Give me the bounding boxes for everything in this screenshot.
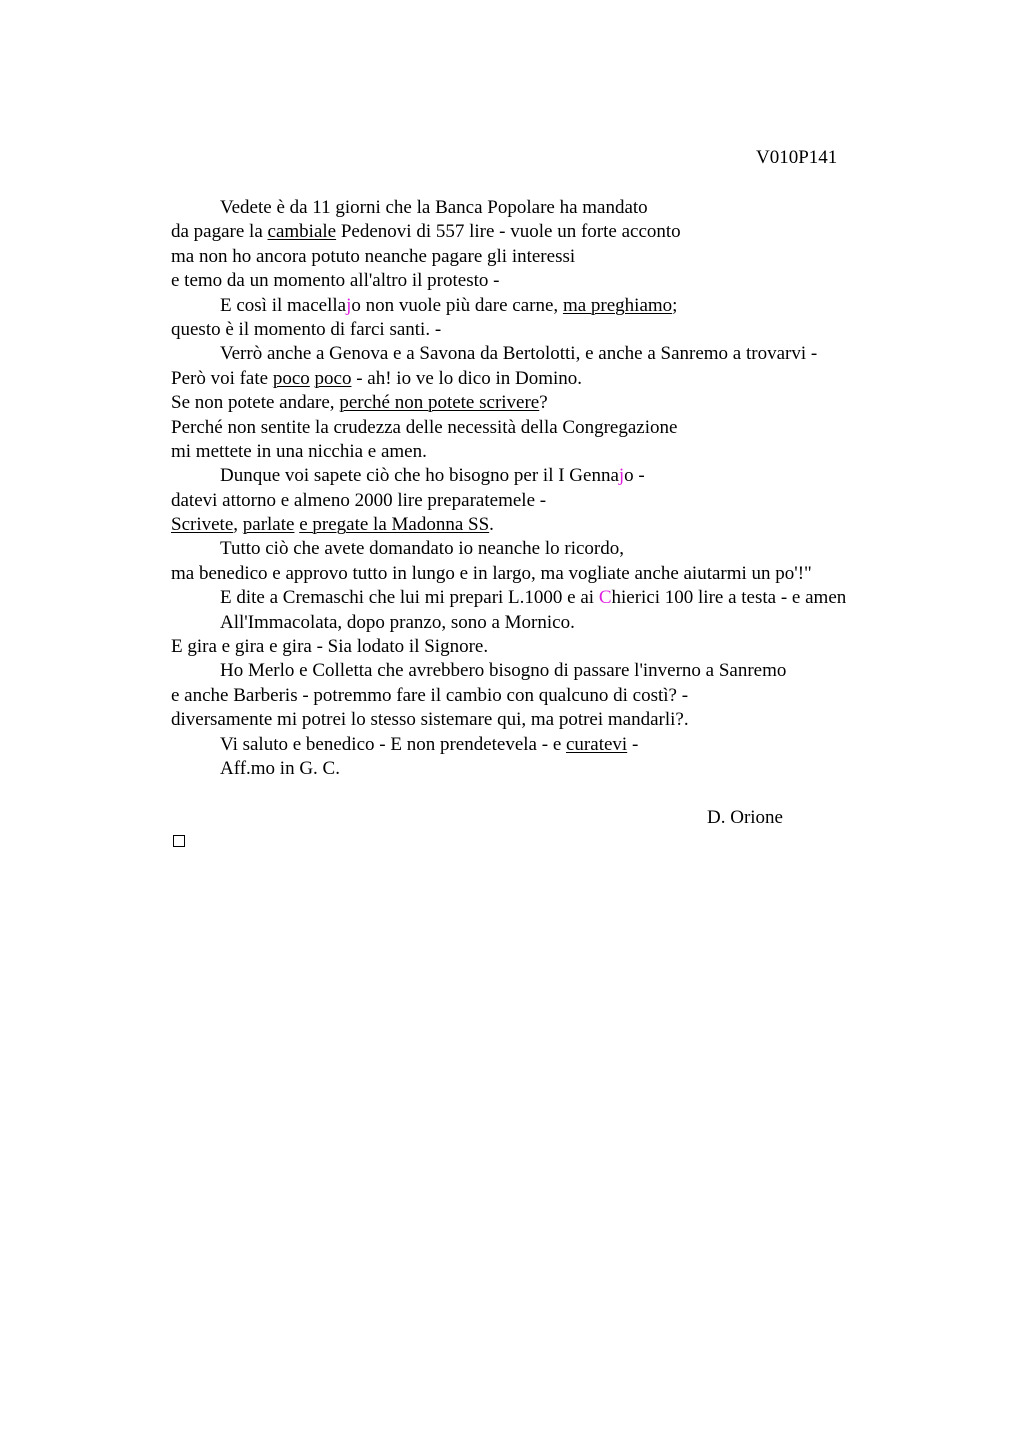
line-text: Vedete è da 11 giorni che la Banca Popolare ha mandato <box>220 197 648 218</box>
letter-line <box>171 269 971 293</box>
line-text: ma non ho ancora potuto neanche pagare gli interessi <box>171 245 576 267</box>
line-text: Vi saluto e benedico - E non prendetevela - e <box>220 733 566 755</box>
line-text: da pagare la <box>171 221 268 243</box>
letter-line <box>171 659 971 683</box>
letter-line <box>171 708 971 732</box>
line-text: Aff.mo in G. C. <box>220 757 340 779</box>
line-text: Però voi fate <box>171 367 273 389</box>
line-text: ma benedico e approvo tutto in lungo e in largo, ma vogliate anche aiutarmi un po'!" <box>171 562 812 584</box>
line-text: Ho Merlo e Colletta che avrebbero bisogno di passare l'inverno a Sanremo <box>220 660 787 682</box>
letter-line <box>171 464 971 488</box>
line-text: e anche Barberis - potremmo fare il cambio con qualcuno di costì? - <box>171 684 689 706</box>
letter-line <box>171 684 971 708</box>
square-outline-icon <box>173 835 185 847</box>
letter-line <box>171 220 971 244</box>
line-text: E così il macella <box>220 294 347 316</box>
letter-line <box>171 196 971 220</box>
line-text: diversamente mi potrei lo stesso sistemare qui, ma potrei mandarli?. <box>171 709 689 731</box>
page-identifier: V010P141 <box>756 147 838 168</box>
line-text: Verrò anche a Genova e a Savona da Bertolotti, e anche a Sanremo a trovarvi - <box>220 343 818 365</box>
letter-line <box>171 586 971 610</box>
line-text: , <box>233 514 243 536</box>
letter-line <box>171 757 971 781</box>
letter-line <box>171 513 971 537</box>
line-text: E dite a Cremaschi che lui mi prepari L.1000 e ai <box>220 587 599 609</box>
letter-line <box>171 562 971 586</box>
highlighted-letter: C <box>598 587 612 609</box>
line-text: . <box>489 514 494 536</box>
letter-body <box>171 196 971 781</box>
letter-line <box>171 294 971 318</box>
letter-line <box>171 440 971 464</box>
line-text: questo è il momento di farci santi. - <box>171 318 442 340</box>
letter-line <box>171 367 971 391</box>
line-text: o - <box>624 465 645 487</box>
line-text: E gira e gira e gira - Sia lodato il Signore. <box>171 636 489 658</box>
line-text: e temo da un momento all'altro il protesto - <box>171 270 500 292</box>
highlighted-letter: j <box>618 465 625 487</box>
line-text: o non vuole più dare carne, <box>351 294 563 316</box>
underlined-text: poco <box>314 367 352 389</box>
letter-line <box>171 391 971 415</box>
line-text: - <box>627 733 639 755</box>
letter-line <box>171 318 971 342</box>
underlined-text: e pregate la Madonna SS <box>299 514 490 536</box>
line-text: hierici 100 lire a testa - e amen <box>611 587 847 609</box>
letter-line <box>171 342 971 366</box>
letter-line <box>171 245 971 269</box>
letter-line <box>171 489 971 513</box>
underlined-text: parlate <box>242 514 295 536</box>
line-text: ; <box>672 294 678 316</box>
line-text: mi mettete in una nicchia e amen. <box>171 440 427 462</box>
underlined-text: perché non potete scrivere <box>339 392 540 414</box>
underlined-text: Scrivete <box>171 514 234 536</box>
underlined-text: cambiale <box>267 221 337 243</box>
underlined-text: curatevi <box>566 733 628 755</box>
letter-line <box>171 635 971 659</box>
letter-line <box>171 416 971 440</box>
line-text: Tutto ciò che avete domandato io neanche lo ricordo, <box>220 538 624 560</box>
line-text: Pedenovi di 557 lire - vuole un forte acconto <box>336 221 681 243</box>
line-text: Perché non sentite la crudezza delle necessità della Congregazione <box>171 416 678 438</box>
letter-line <box>171 611 971 635</box>
highlighted-letter: j <box>346 294 352 316</box>
line-text: Se non potete andare, <box>171 392 340 414</box>
letter-line <box>171 537 971 561</box>
line-text: ? <box>539 392 548 414</box>
line-text: - ah! io ve lo dico in Domino. <box>351 367 583 389</box>
line-text: Dunque voi sapete ciò che ho bisogno per il I Genna <box>220 465 619 487</box>
underlined-text: ma preghiamo <box>562 294 673 316</box>
underlined-text: poco <box>272 367 310 389</box>
line-text: All'Immacolata, dopo pranzo, sono a Mornico. <box>220 611 575 633</box>
signature: D. Orione <box>707 807 783 828</box>
letter-line <box>171 733 971 757</box>
line-text: datevi attorno e almeno 2000 lire preparatemele - <box>171 489 547 511</box>
